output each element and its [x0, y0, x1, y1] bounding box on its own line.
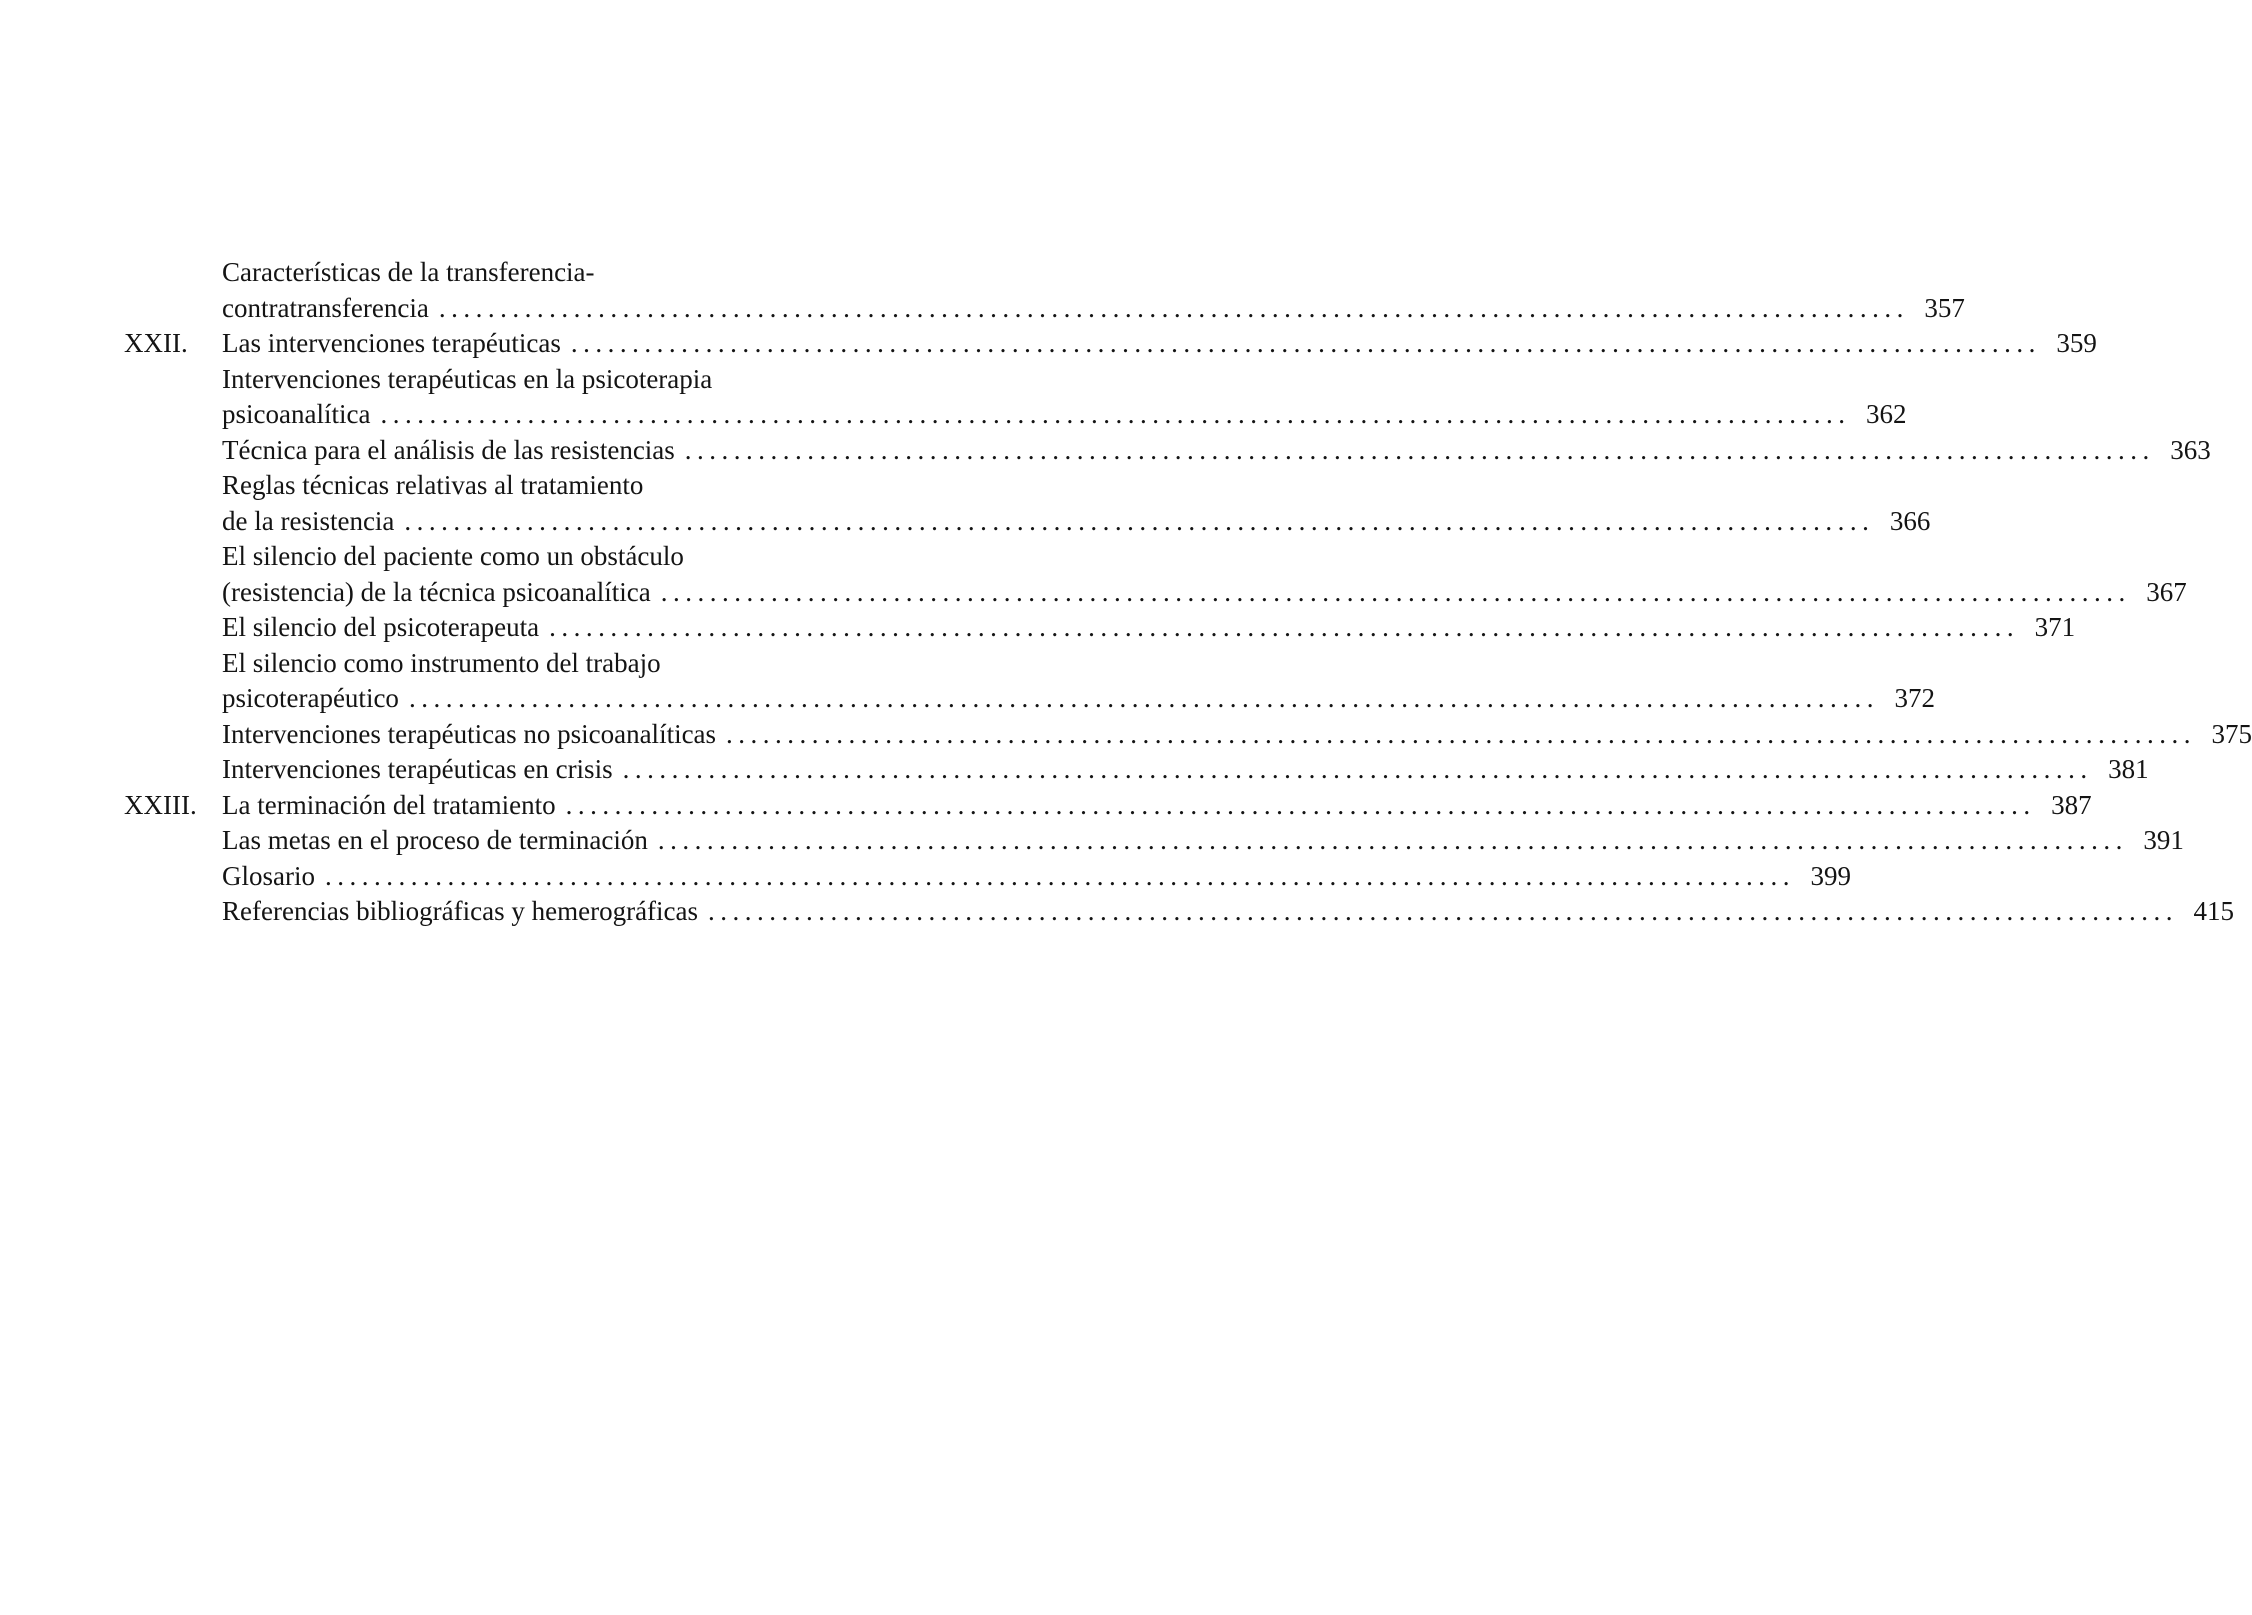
page-number: 362	[1865, 399, 1907, 429]
toc-entry-leader-line	[0, 291, 1965, 327]
chapter-number: XXIII.	[124, 789, 197, 820]
toc-entry[interactable]	[0, 717, 2252, 753]
toc-entry[interactable]	[0, 255, 1965, 326]
dot-leader: ........................................................................................................................	[438, 292, 1909, 323]
dot-leader: ........................................................................................................................	[708, 896, 2179, 926]
toc-entry-title: (resistencia) de la técnica psicoanalítica	[222, 576, 651, 607]
toc-entry-leader-line	[0, 717, 2252, 753]
dot-leader: ........................................................................................................................	[565, 789, 2036, 820]
toc-entry-leader-line	[0, 326, 2097, 362]
chapter-number: XXII.	[124, 328, 188, 358]
toc-entry[interactable]	[0, 646, 1935, 717]
toc-entry-leader-line	[0, 433, 2211, 469]
toc-entry-line	[0, 362, 1064, 398]
dot-leader: ........................................................................................................................	[657, 825, 2128, 855]
dot-leader: ........................................................................................................................	[570, 328, 2041, 358]
page-number: 381	[2108, 754, 2149, 784]
page-number: 367	[2146, 576, 2187, 607]
toc-entry-title: Las metas en el proceso de terminación	[222, 825, 648, 855]
toc-entry-title: Las intervenciones terapéuticas	[222, 328, 561, 358]
page-number: 359	[2056, 328, 2097, 358]
toc-entry-title: El silencio del psicoterapeuta	[222, 612, 540, 642]
page-number: 372	[1894, 683, 1935, 713]
dot-leader: ........................................................................................................................	[684, 434, 2155, 465]
toc-entry-line	[0, 646, 1064, 682]
page-number: 415	[2193, 896, 2235, 926]
toc-entry[interactable]	[0, 539, 2187, 610]
page-number: 366	[1889, 505, 1931, 536]
toc-entry-title: Intervenciones terapéuticas en crisis	[222, 754, 613, 784]
toc-entry-title-line: Reglas técnicas relativas al tratamiento	[222, 470, 644, 500]
toc-entry-leader-line	[0, 575, 2187, 611]
page-number: 375	[2211, 718, 2252, 749]
toc-entry[interactable]	[0, 362, 1907, 433]
toc-entry[interactable]	[0, 752, 2149, 788]
toc-entry-title: La terminación del tratamiento	[222, 789, 556, 820]
toc-entry[interactable]	[0, 326, 2097, 362]
toc-entry-title: Técnica para el análisis de las resistencias	[222, 434, 675, 465]
toc-entry[interactable]	[0, 823, 2184, 859]
page-number: 399	[1810, 860, 1851, 891]
toc-entry-title: Referencias bibliográficas y hemerográficas	[222, 896, 699, 926]
dot-leader: ........................................................................................................................	[324, 860, 1795, 891]
table-of-contents	[0, 255, 2252, 930]
toc-entry-leader-line	[0, 859, 1851, 895]
page-number: 363	[2170, 434, 2211, 465]
toc-entry-title-line: El silencio como instrumento del trabajo	[222, 647, 661, 678]
toc-entry-title: Intervenciones terapéuticas no psicoanalíticas	[222, 718, 717, 749]
toc-entry-leader-line	[0, 610, 2076, 646]
toc-entry[interactable]	[0, 610, 2076, 646]
toc-entry-title: de la resistencia	[222, 505, 395, 536]
dot-leader: ........................................................................................................................	[549, 612, 2020, 642]
dot-leader: ........................................................................................................................	[622, 754, 2093, 784]
dot-leader: ........................................................................................................................	[404, 505, 1875, 536]
page-number: 387	[2051, 789, 2092, 820]
toc-entry-title-line: Intervenciones terapéuticas en la psicoterapia	[222, 363, 713, 394]
dot-leader: ........................................................................................................................	[380, 399, 1851, 429]
toc-entry-title: Glosario	[222, 860, 315, 891]
toc-entry[interactable]	[0, 894, 2235, 930]
toc-entry-title-line: Características de la transferencia-	[222, 257, 595, 287]
toc-entry-line	[0, 255, 1064, 291]
toc-entry[interactable]	[0, 468, 1931, 539]
toc-entry-title: contratransferencia	[222, 292, 429, 323]
page-number: 391	[2143, 825, 2184, 855]
page-number: 371	[2034, 612, 2076, 642]
toc-entry-line	[0, 539, 1064, 575]
toc-entry-title: psicoterapéutico	[222, 683, 399, 713]
dot-leader: ........................................................................................................................	[408, 683, 1879, 713]
toc-entry-title-line: El silencio del paciente como un obstáculo	[222, 541, 684, 571]
toc-entry-leader-line	[0, 788, 2092, 824]
toc-entry-leader-line	[0, 504, 1931, 540]
toc-entry[interactable]	[0, 433, 2211, 469]
toc-entry-leader-line	[0, 823, 2184, 859]
dot-leader: ........................................................................................................................	[660, 576, 2131, 607]
toc-entry-leader-line	[0, 681, 1935, 717]
toc-entry[interactable]	[0, 859, 1851, 895]
toc-entry-title: psicoanalítica	[222, 399, 371, 429]
page-number: 357	[1924, 292, 1965, 323]
toc-entry-line	[0, 468, 1064, 504]
dot-leader: ........................................................................................................................	[726, 718, 2197, 749]
toc-entry-leader-line	[0, 894, 2235, 930]
toc-entry-leader-line	[0, 752, 2149, 788]
toc-entry-leader-line	[0, 397, 1907, 433]
toc-entry[interactable]	[0, 788, 2092, 824]
